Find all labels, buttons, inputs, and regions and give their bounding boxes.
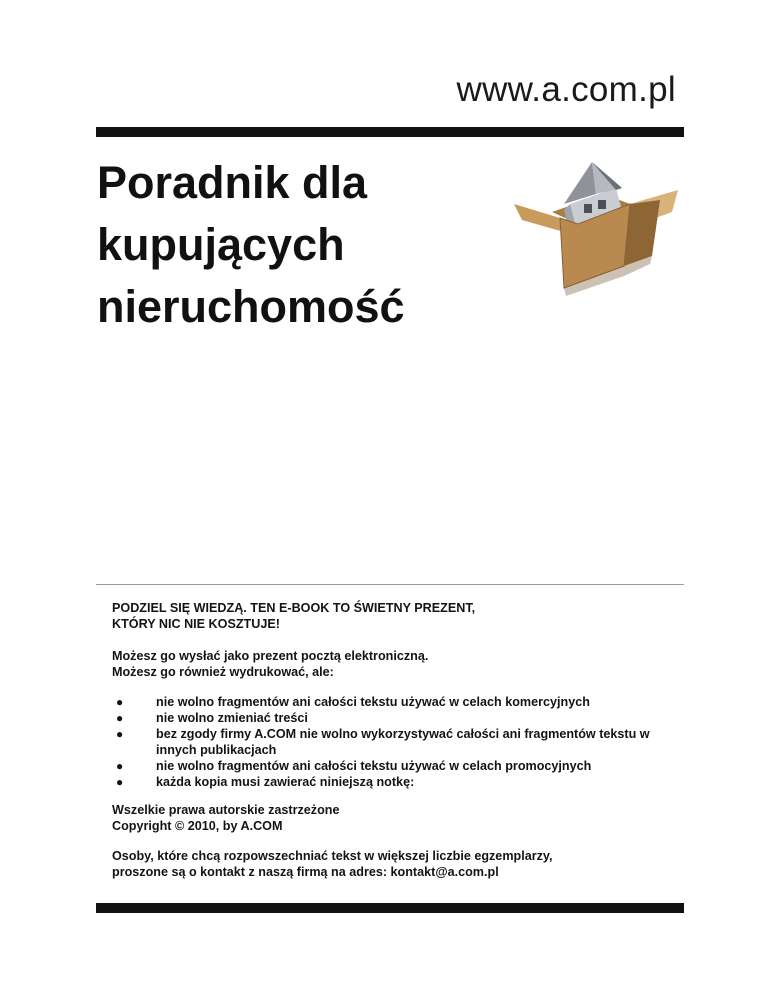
- list-item: [112, 694, 692, 710]
- bottom-divider-bar: [96, 903, 684, 913]
- section-divider: [96, 584, 684, 585]
- bullet-icon: ●: [116, 695, 124, 709]
- page-title: [97, 152, 405, 338]
- notice-heading-line-1: PODZIEL SIĘ WIEDZĄ. TEN E-BOOK TO ŚWIETNY PREZENT,: [112, 601, 476, 615]
- title-line-3: nieruchomość: [97, 281, 405, 332]
- house-in-box-icon: [512, 160, 682, 300]
- notice-intro-line-2: Możesz go również wydrukować, ale:: [112, 665, 334, 679]
- bullet-icon: ●: [116, 775, 124, 789]
- list-item-text: nie wolno fragmentów ani całości tekstu używać w celach promocyjnych: [156, 759, 592, 773]
- notice-intro-line-1: Możesz go wysłać jako prezent pocztą elektroniczną.: [112, 649, 429, 663]
- title-line-1: Poradnik dla: [97, 157, 368, 208]
- notice-intro: [112, 648, 692, 680]
- list-item: [112, 726, 692, 758]
- list-item: [112, 758, 692, 774]
- copyright-notice: [112, 802, 692, 834]
- contact-line-1: Osoby, które chcą rozpowszechniać tekst w większej liczbie egzemplarzy,: [112, 849, 553, 863]
- contact-notice: [112, 848, 692, 880]
- copyright-line: Copyright © 2010, by A.COM: [112, 819, 283, 833]
- list-item-text: nie wolno zmieniać treści: [156, 711, 308, 725]
- list-item: [112, 710, 692, 726]
- title-line-2: kupujących: [97, 219, 345, 270]
- bullet-icon: ●: [116, 727, 124, 741]
- top-divider-bar: [96, 127, 684, 137]
- list-item-text: nie wolno fragmentów ani całości tekstu używać w celach komercyjnych: [156, 695, 590, 709]
- notice-heading-line-2: KTÓRY NIC NIE KOSZTUJE!: [112, 617, 280, 631]
- list-item: [112, 774, 692, 790]
- restrictions-list: [112, 694, 692, 790]
- bullet-icon: ●: [116, 759, 124, 773]
- website-url: www.a.com.pl: [456, 70, 676, 109]
- rights-line: Wszelkie prawa autorskie zastrzeżone: [112, 803, 340, 817]
- contact-line-2: proszone są o kontakt z naszą firmą na adres: kontakt@a.com.pl: [112, 865, 499, 879]
- share-notice: [112, 600, 692, 880]
- notice-heading: [112, 600, 692, 632]
- bullet-icon: ●: [116, 711, 124, 725]
- list-item-text: każda kopia musi zawierać niniejszą notkę:: [156, 775, 415, 789]
- list-item-text: bez zgody firmy A.COM nie wolno wykorzystywać całości ani fragmentów tekstu w innych publikacjach: [156, 727, 650, 757]
